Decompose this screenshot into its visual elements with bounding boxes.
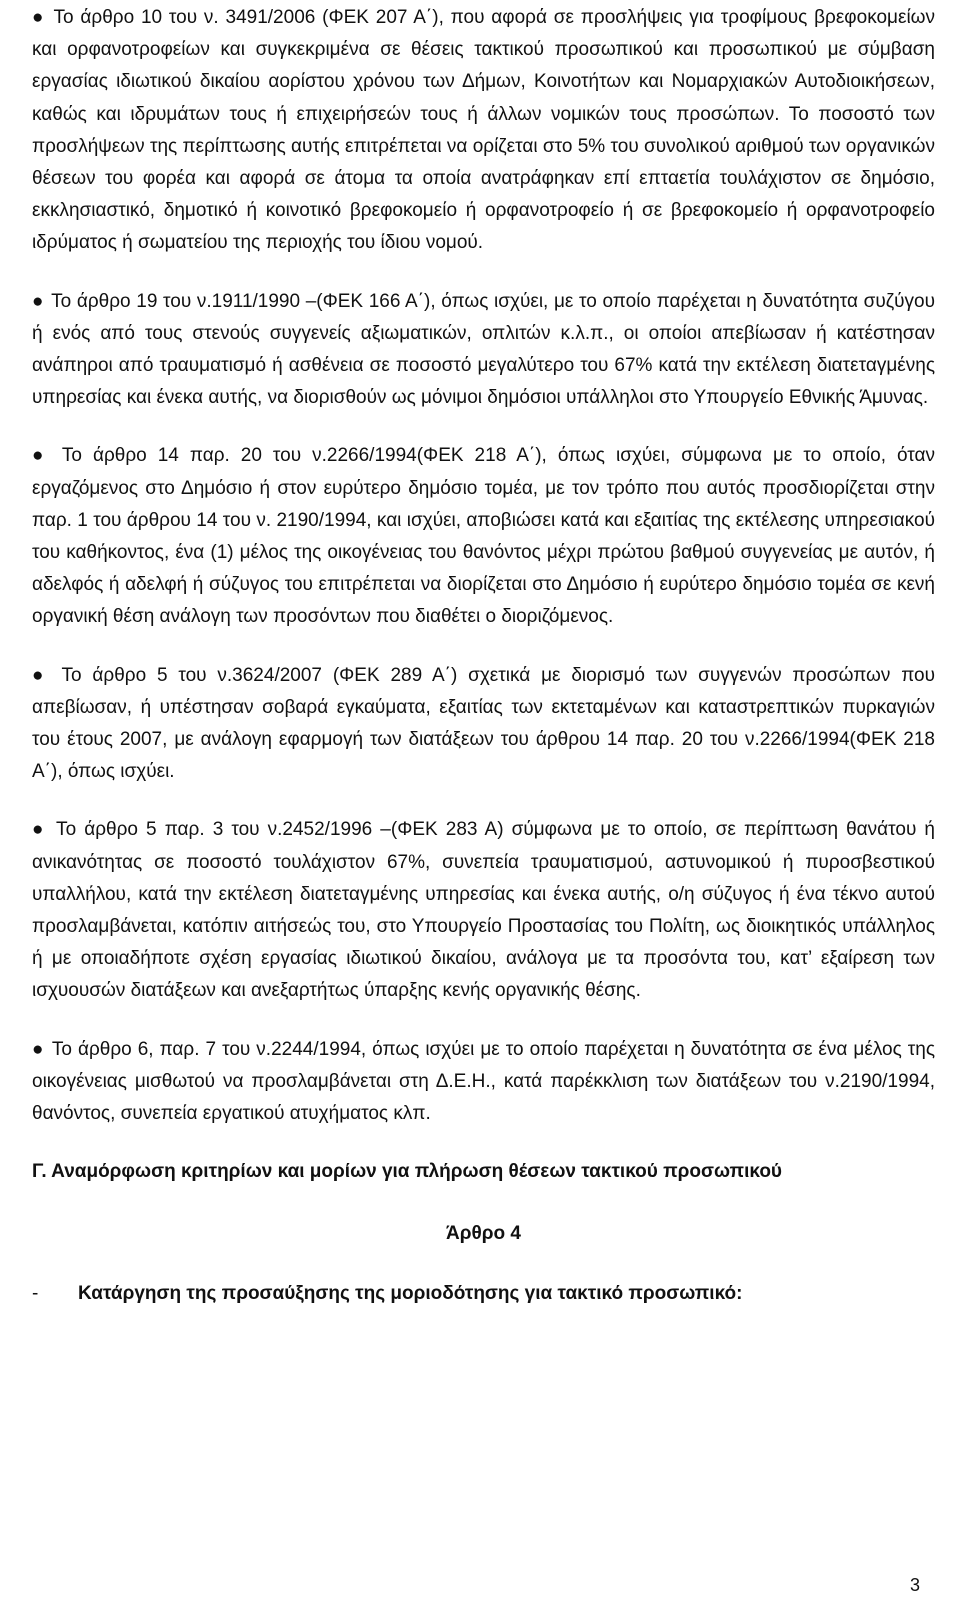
bullet-icon: ● bbox=[32, 1038, 45, 1060]
bullet-paragraph-article-5-law-2452 bbox=[32, 814, 935, 1007]
paragraph-text: Το άρθρο 19 του ν.1911/1990 –(ΦΕΚ 166 Α΄), όπως ισχύει, με το οποίο παρέχεται η δυνατότητα συζύγου ή ενός από τους στενούς συγγενείς αξιωματικών, οπλιτών κ.λ.π., οι οποίοι απεβίωσαν ή κατέστησαν ανάπηροι από τραυματισμό ή ασθένεια σε ποσοστό μεγαλύτερο του 67% κατά την εκτέλεση διατεταγμένης υπηρεσίας και ένεκα αυτής, να διορισθούν ως μόνιμοι δημόσιοι υπάλληλοι στο Υπουργείο Εθνικής Άμυνας. bbox=[32, 290, 935, 409]
bullet-paragraph-article-10 bbox=[32, 2, 935, 260]
page-number: 3 bbox=[909, 1575, 920, 1595]
dash-item-text: Κατάργηση της προσαύξησης της μοριοδότησης για τακτικό προσωπικό: bbox=[78, 1283, 743, 1305]
bullet-icon: ● bbox=[32, 7, 46, 28]
bullet-paragraph-article-6 bbox=[32, 1034, 935, 1131]
article-title: Άρθρο 4 bbox=[446, 1223, 521, 1245]
paragraph-text: Το άρθρο 14 παρ. 20 του ν.2266/1994(ΦΕΚ 218 Α΄), όπως ισχύει, σύμφωνα με το οποίο, όταν εργαζόμενος στο Δημόσιο ή στον ευρύτερο δημόσιο τομέα, με τον τρόπο που αυτός προσδιορίζεται στην παρ. 1 του άρθρου 14 του ν. 2190/1994, και ισχύει, αποβιώσει κατά και εξαιτίας της εκτέλεσης υπηρεσιακού του καθήκοντος, ένα (1) μέλος της οικογένειας του θανόντος μέχρι πρώτου βαθμού συγγενείας με αυτόν, ή αδελφός ή αδελφή ή σύζυγος του επιτρέπεται να διορίζεται στο Δημόσιο ή ευρύτερο δημόσιο τομέα σε κενή οργανική θέση ανάλογη των προσόντων που διαθέτει ο διοριζόμενος. bbox=[32, 445, 936, 628]
bullet-paragraph-article-5-law-3624 bbox=[32, 660, 935, 789]
document-body bbox=[32, 2, 935, 1310]
section-heading: Γ. Αναμόρφωση κριτηρίων και μορίων για πλήρωση θέσεων τακτικού προσωπικού bbox=[32, 1161, 782, 1183]
bullet-paragraph-article-14 bbox=[32, 440, 935, 633]
dash-marker: - bbox=[32, 1283, 39, 1305]
paragraph-text: Το άρθρο 6, παρ. 7 του ν.2244/1994, όπως ισχύει με το οποίο παρέχεται η δυνατότητα σε ένα μέλος της οικογένειας μισθωτού να προσλαμβάνεται στη Δ.Ε.Η., κατά παρέκκλιση των διατάξεων του ν.2190/1994, θανόντος, συνεπεία εργατικού ατυχήματος κλπ. bbox=[32, 1038, 935, 1125]
bullet-paragraph-article-19 bbox=[32, 286, 935, 415]
bullet-icon: ● bbox=[32, 290, 44, 312]
paragraph-text: Το άρθρο 10 του ν. 3491/2006 (ΦΕΚ 207 Α΄), που αφορά σε προσλήψεις για τροφίμους βρεφοκομείων και ορφανοτροφείων και συγκεκριμένα σε θέσεις τακτικού προσωπικού και προσωπικού με σύμβαση εργασίας ιδιωτικού δικαίου αορίστου χρόνου των Δήμων, Κοινοτήτων και Νομαρχιακών Αυτοδιοικήσεων, καθώς και ιδρυμάτων τους ή επιχειρήσεών τους ή άλλων νομικών τους προσώπων. Το ποσοστό των προσλήψεων της περίπτωσης αυτής επιτρέπεται να ορίζεται στο 5% του συνολικού αριθμού των οργανικών θέσεων του φορέα και αφορά σε άτομα τα οποία ανατράφηκαν επί επταετία τουλάχιστον σε δημόσιο, εκκλησιαστικό, δημοτικό ή κοινοτικό βρεφοκομείο ή ορφανοτροφείο ή σε βρεφοκομείο ή ορφανοτροφείο ιδρύματος ή σωματείου της περιοχής του ίδιου νομού. bbox=[32, 7, 935, 254]
paragraph-text: Το άρθρο 5 παρ. 3 του ν.2452/1996 –(ΦΕΚ 283 Α) σύμφωνα με το οποίο, σε περίπτωση θανάτου ή ανικανότητας σε ποσοστό τουλάχιστον 67%, συνεπεία τραυματισμού, αστυνομικού ή πυροσβεστικού υπαλλήλου, κατά την εκτέλεση διατεταγμένης υπηρεσίας και ένεκα αυτής, ο/η σύζυγος ή ένα τέκνο αυτού προσλαμβάνεται, κατόπιν αιτήσεώς του, στο Υπουργείο Προστασίας του Πολίτη, ως διοικητικός υπάλληλος ή με οποιαδήποτε σχέση εργασίας ιδιωτικού δικαίου, ανάλογα με τα προσόντα του, κατ’ εξαίρεση των ισχυουσών διατάξεων και ανεξαρτήτως ύπαρξης κενής οργανικής θέσης. bbox=[32, 819, 936, 1002]
bullet-icon: ● bbox=[32, 664, 50, 686]
dash-list-item bbox=[32, 1278, 935, 1310]
bullet-icon: ● bbox=[32, 819, 47, 841]
bullet-icon: ● bbox=[32, 445, 50, 467]
paragraph-text: Το άρθρο 5 του ν.3624/2007 (ΦΕΚ 289 Α΄) σχετικά με διορισμό των συγγενών προσώπων που απεβίωσαν, ή υπέστησαν σοβαρά εγκαύματα, εξαιτίας των εκτεταμένων και καταστρεπτικών πυρκαγιών του έτους 2007, με ανάλογη εφαρμογή των διατάξεων του άρθρου 14 παρ. 20 του ν.2266/1994(ΦΕΚ 218 Α΄), όπως ισχύει. bbox=[32, 664, 935, 783]
